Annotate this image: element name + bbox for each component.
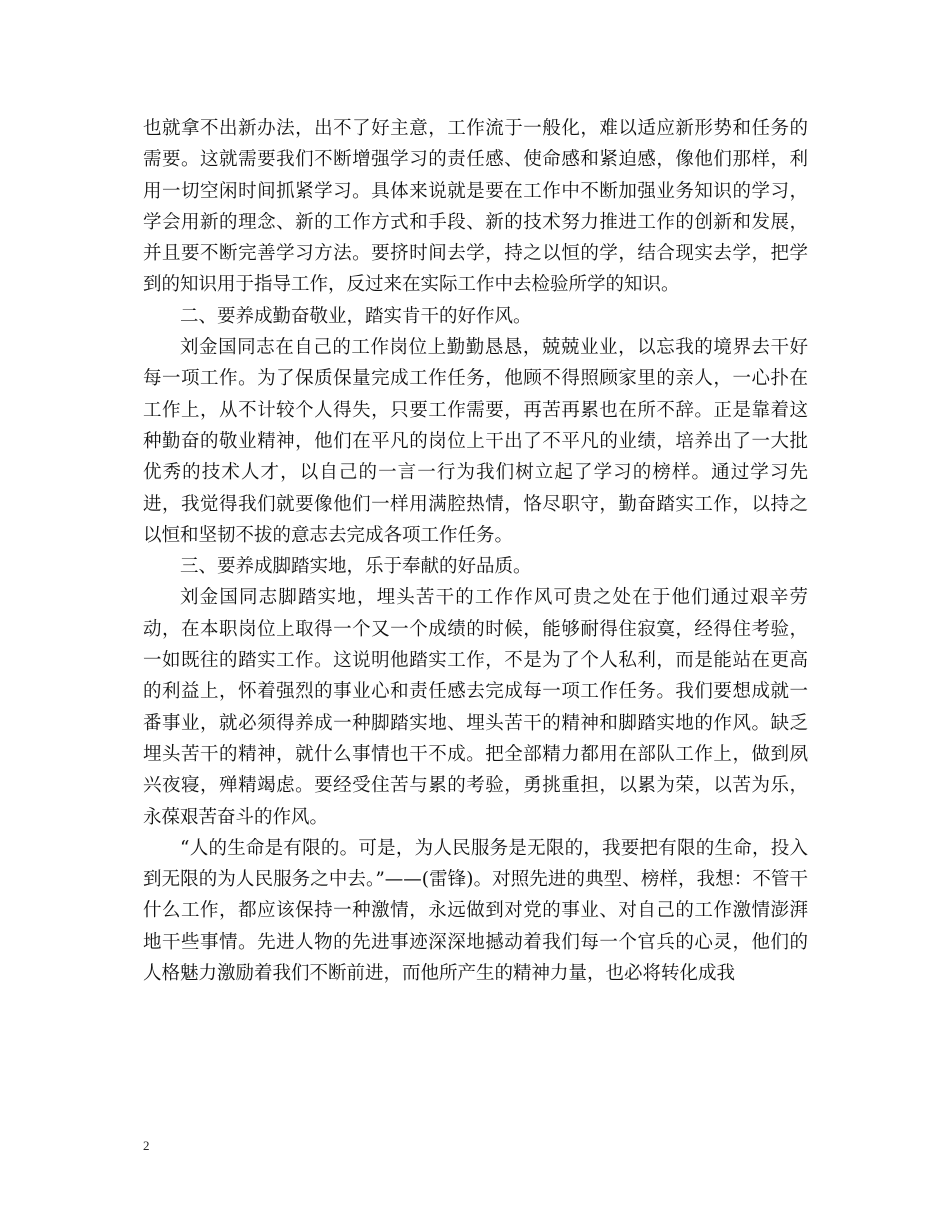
- paragraph-lei-feng-quote: “人的生命是有限的。可是，为人民服务是无限的，我要把有限的生命，投入到无限的为人民服务之中去。”——(雷锋)。对照先进的典型、榜样，我想：不管干什么工作，都应该保持一种激情，永远做到对党的事业、对自己的工作激情澎湃地干些事情。先进人物的先进事迹深深地撼动着我们每一个官兵的心灵，他们的人格魅力激励着我们不断前进，而他所产生的精神力量，也必将转化成我: [143, 837, 808, 985]
- section-heading-2: 二、要养成勤奋敬业，踏实肯干的好作风。: [180, 305, 532, 327]
- section-heading-3: 三、要养成脚踏实地，乐于奉献的好品质。: [180, 556, 532, 578]
- paragraph-diligence: 刘金国同志在自己的工作岗位上勤勤恳恳，兢兢业业，以忘我的境界去干好每一项工作。为了保质保量完成工作任务，他顾不得照顾家里的亲人，一心扑在工作上，从不计较个人得失，只要工作需要，再苦再累也在所不辞。正是靠着这种勤奋的敬业精神，他们在平凡的岗位上干出了不平凡的业绩，培养出了一大批优秀的技术人才，以自己的一言一行为我们树立起了学习的榜样。通过学习先进，我觉得我们就要像他们一样用满腔热情，恪尽职守，勤奋踏实工作，以持之以恒和坚韧不拔的意志去完成各项工作任务。: [143, 337, 808, 546]
- paragraph-dedication: 刘金国同志脚踏实地，埋头苦干的工作作风可贵之处在于他们通过艰辛劳动，在本职岗位上取得一个又一个成绩的时候，能够耐得住寂寞，经得住考验，一如既往的踏实工作。这说明他踏实工作，不是为了个人私利，而是能站在更高的利益上，怀着强烈的事业心和责任感去完成每一项工作任务。我们要想成就一番事业，就必须得养成一种脚踏实地、埋头苦干的精神和脚踏实地的作风。缺乏埋头苦干的精神，就什么事情也干不成。把全部精力都用在部队工作上，做到夙兴夜寝，殚精竭虑。要经受住苦与累的考验，勇挑重担，以累为荣，以苦为乐，永葆艰苦奋斗的作风。: [143, 587, 808, 828]
- paragraph-continuation: 也就拿不出新办法，出不了好主意，工作流于一般化，难以适应新形势和任务的需要。这就需要我们不断增强学习的责任感、使命感和紧迫感，像他们那样，利用一切空闲时间抓紧学习。具体来说就是要在工作中不断加强业务知识的学习，学会用新的理念、新的工作方式和手段、新的技术努力推进工作的创新和发展，并且要不断完善学习方法。要挤时间去学，持之以恒的学，结合现实去学，把学到的知识用于指导工作，反过来在实际工作中去检验所学的知识。: [143, 118, 808, 296]
- document-body: [143, 113, 808, 989]
- page-number: 2: [143, 1138, 150, 1153]
